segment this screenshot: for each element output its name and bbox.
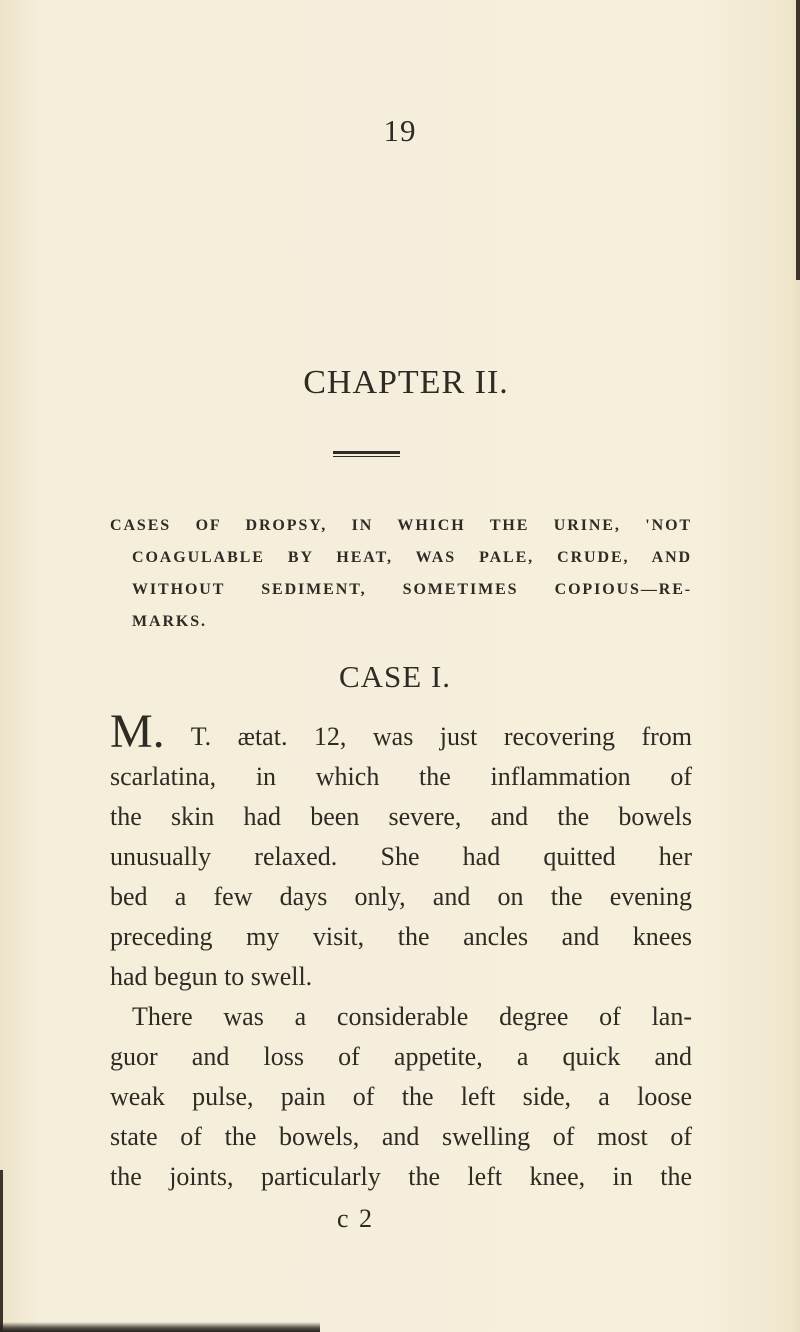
body-line: the skin had been severe, and the bowels — [110, 802, 692, 831]
body-line-text: T. ætat. 12, was just recovering from — [164, 722, 692, 751]
body-line — [110, 705, 692, 758]
body-line: preceding my visit, the ancles and knees — [110, 922, 692, 951]
summary-line: CASES OF DROPSY, IN WHICH THE URINE, 'NOT — [110, 517, 692, 534]
body-line: bed a few days only, and on the evening — [110, 882, 692, 911]
body-line: state of the bowels, and swelling of most of — [110, 1122, 692, 1151]
body-line: unusually relaxed. She had quitted her — [110, 842, 692, 871]
page-number: 19 — [383, 113, 417, 148]
body-line: had begun to swell. — [110, 962, 313, 991]
page-edge-bottom — [0, 1322, 320, 1332]
body-line: the joints, particularly the left knee, in the — [110, 1162, 692, 1191]
page-edge-left — [0, 1170, 3, 1332]
body-line: scarlatina, in which the inflammation of — [110, 762, 692, 791]
body-line: There was a considerable degree of lan- — [132, 1002, 692, 1031]
drop-initial: M. — [110, 705, 165, 758]
body-text — [110, 705, 692, 1197]
case-heading: CASE I. — [338, 659, 452, 694]
chapter-title: CHAPTER II. — [303, 364, 509, 401]
signature-mark: c 2 — [337, 1204, 375, 1233]
summary-line: COAGULABLE BY HEAT, WAS PALE, CRUDE, AND — [132, 549, 692, 566]
chapter-summary — [110, 510, 692, 638]
title-rule — [333, 451, 400, 457]
body-line: guor and loss of appetite, a quick and — [110, 1042, 692, 1071]
summary-line: MARKS. — [132, 613, 207, 630]
body-line: weak pulse, pain of the left side, a loose — [110, 1082, 692, 1111]
summary-line: WITHOUT SEDIMENT, SOMETIMES COPIOUS—RE- — [132, 581, 692, 598]
